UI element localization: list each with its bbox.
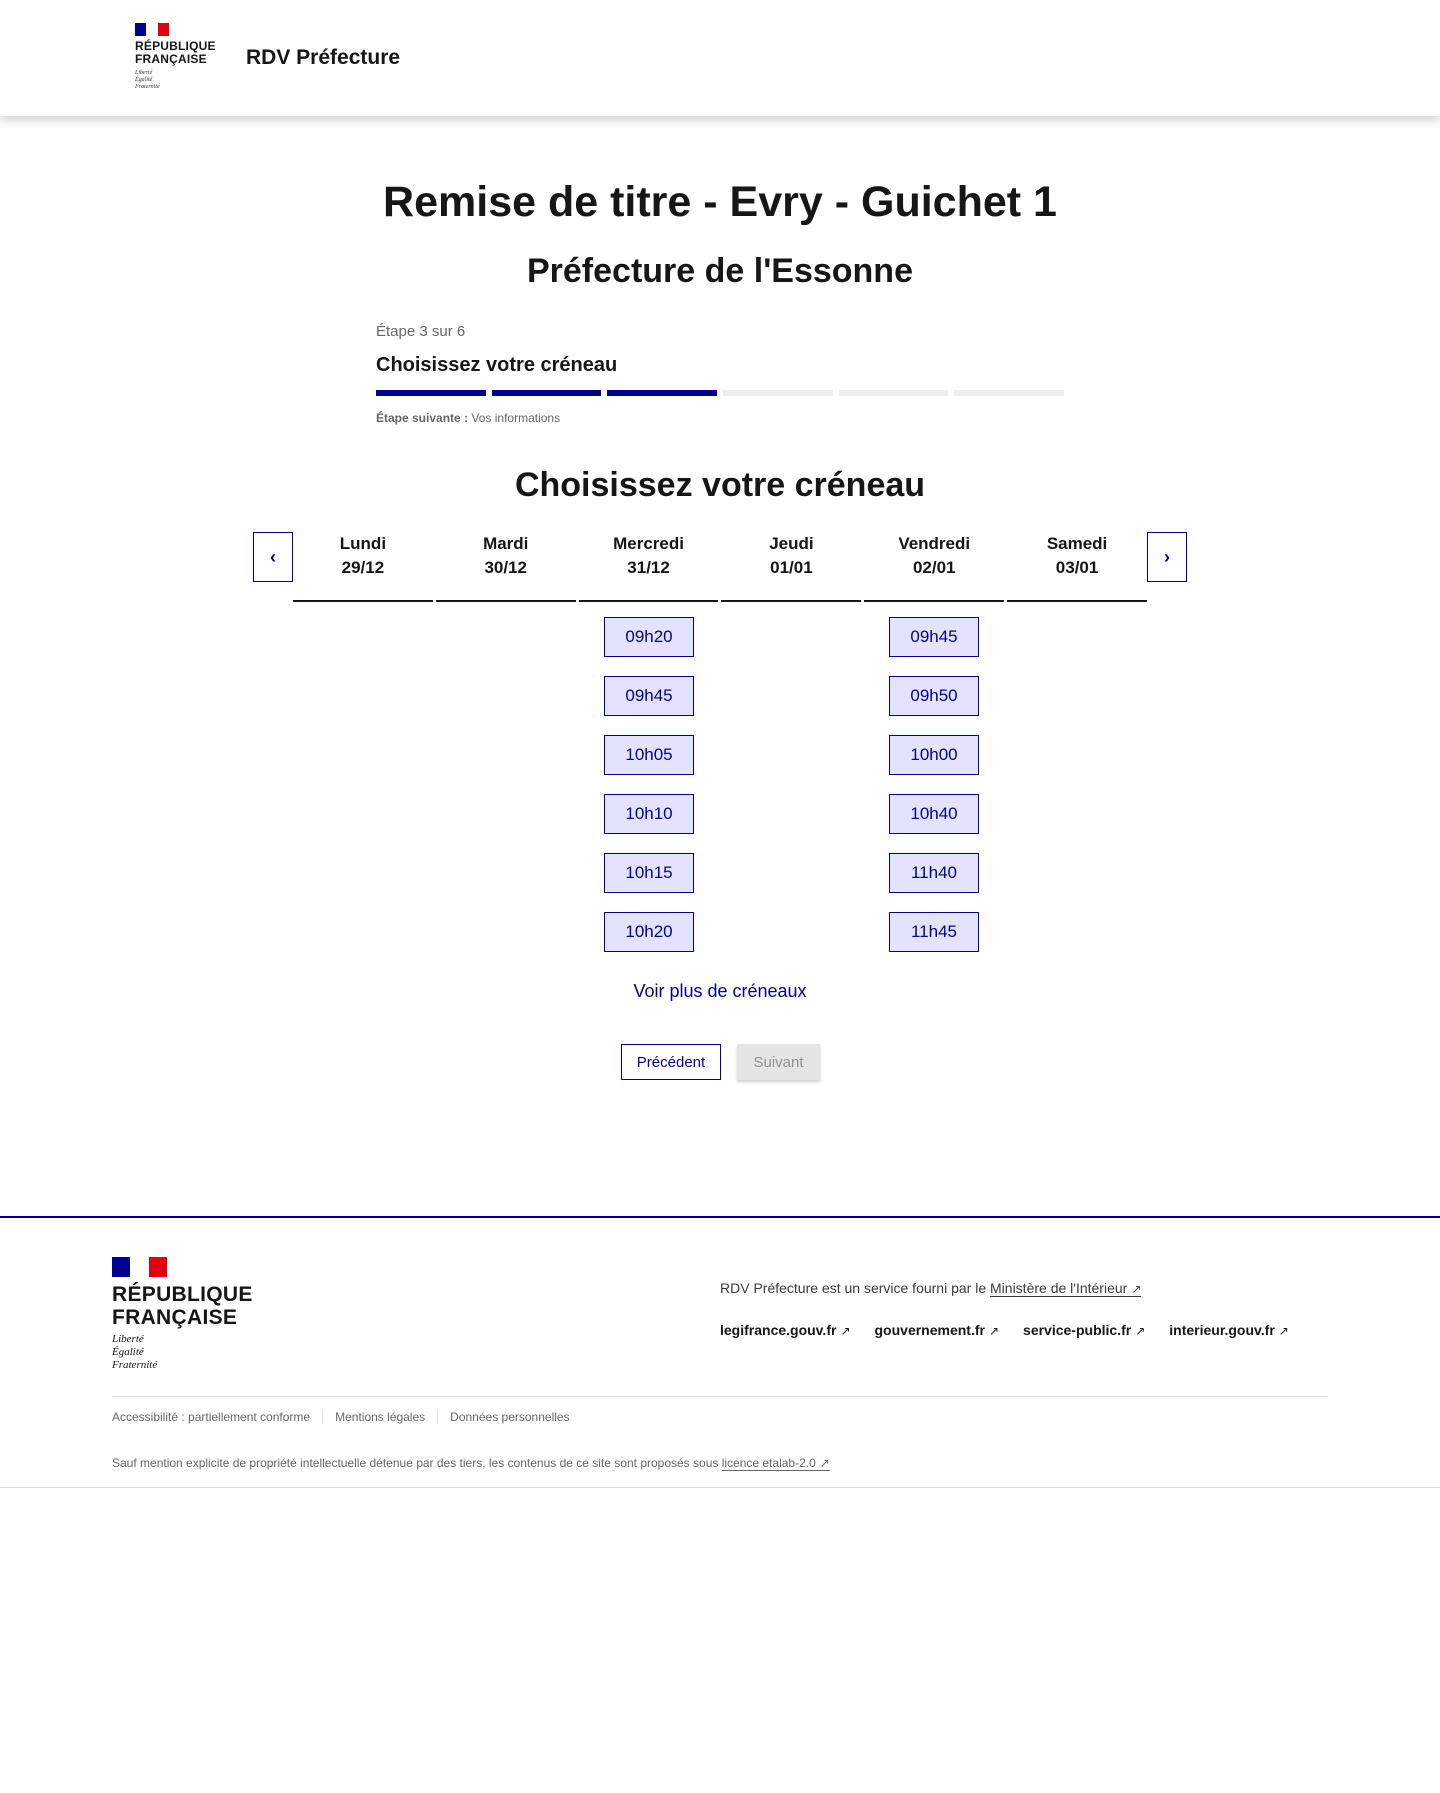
footer-link-gouvernement[interactable]: gouvernement.fr ↗ [874,1322,1000,1338]
accessibility-link[interactable]: Accessibilité : partiellement conforme [112,1410,311,1424]
days-header [293,532,1147,602]
step-bar-3 [607,390,717,396]
day-column-header [293,532,433,602]
republique-francaise-logo[interactable] [135,23,225,95]
footer-links [720,1322,1289,1338]
footer-logo[interactable] [112,1257,253,1372]
time-slot-button[interactable]: 10h20 [604,912,694,952]
time-slot-button[interactable]: 10h05 [604,735,694,775]
step-count: Étape 3 sur 6 [376,323,466,340]
day-date: 02/01 [912,558,956,577]
time-slot-button[interactable]: 11h45 [889,912,979,952]
slots-heading: Choisissez votre créneau [514,466,926,504]
next-button-disabled[interactable]: Suivant [737,1044,820,1080]
step-title: Choisissez votre créneau [376,354,618,376]
page-title: Remise de titre - Evry - Guichet 1 [383,178,1057,226]
step-bar-4 [723,390,833,396]
step-bar-1 [376,390,486,396]
time-slot-button[interactable]: 10h10 [604,794,694,834]
day-date: 01/01 [770,558,813,577]
footer-logo-motto: Liberté Égalité Fraternité [112,1333,158,1371]
day-column-header [864,532,1004,602]
external-link-icon: ↗ [1135,1324,1146,1338]
slots-column-mercredi [604,617,694,952]
day-date: 03/01 [1055,558,1099,577]
day-name: Samedi [1046,534,1108,553]
chevron-right-icon: › [1164,546,1170,567]
day-column-header [1007,532,1147,602]
external-link-icon: ↗ [1278,1324,1289,1338]
day-date: 30/12 [484,558,528,577]
time-slot-button[interactable]: 09h50 [889,676,979,716]
footer-link-interieur[interactable]: interieur.gouv.fr ↗ [1169,1322,1289,1338]
step-bar-6 [954,390,1064,396]
time-slot-button[interactable]: 09h20 [604,617,694,657]
day-date: 29/12 [341,558,385,577]
step-progress-bars [376,390,1064,396]
slots-column-vendredi [889,617,979,952]
day-column-header [579,532,719,602]
chevron-left-icon: ‹ [270,546,276,567]
step-bar-5 [839,390,949,396]
next-step-value: Vos informations [471,411,561,425]
step-bar-2 [492,390,602,396]
time-slot-button[interactable]: 10h40 [889,794,979,834]
ministry-link[interactable]: Ministère de l'Intérieur ↗ [990,1280,1142,1296]
page-subtitle: Préfecture de l'Essonne [526,252,913,290]
time-slot-button[interactable]: 10h15 [604,853,694,893]
more-slots-link[interactable]: Voir plus de créneaux [633,981,807,1001]
personal-data-link[interactable]: Données personnelles [437,1410,581,1424]
stepper [376,323,1064,425]
marianne-flag-icon [135,23,169,36]
day-name: Mercredi [613,534,684,553]
footer-divider [112,1396,1328,1397]
time-slot-button[interactable]: 09h45 [604,676,694,716]
service-name-link[interactable]: RDV Préfecture [246,46,401,69]
license-link[interactable]: licence etalab-2.0 ↗ [721,1456,830,1470]
external-link-icon: ↗ [1131,1282,1142,1296]
external-link-icon: ↗ [819,1456,830,1470]
footer-description: RDV Préfecture est un service fourni par le Ministère de l'Intérieur ↗ [720,1280,1142,1296]
footer-bottom-links [112,1410,582,1424]
day-name: Vendredi [898,534,971,553]
logo-text: RÉPUBLIQUE FRANÇAISE [135,39,216,66]
marianne-flag-icon [112,1257,167,1277]
day-column-header [436,532,576,602]
legal-notice-link[interactable]: Mentions légales [322,1410,437,1424]
time-slot-button[interactable]: 09h45 [889,617,979,657]
time-slot-button[interactable]: 10h00 [889,735,979,775]
footer-link-service-public[interactable]: service-public.fr ↗ [1023,1322,1146,1338]
site-footer [0,1216,1440,1488]
next-days-button[interactable] [1147,532,1187,582]
license-notice: Sauf mention explicite de propriété intellectuelle détenue par des tiers, les contenus de ce site sont proposés sous licence etalab-2.0 ↗ [112,1456,830,1470]
footer-link-legifrance[interactable]: legifrance.gouv.fr ↗ [720,1322,851,1338]
previous-days-button[interactable] [253,532,293,582]
footer-logo-text: RÉPUBLIQUE FRANÇAISE [112,1283,253,1329]
time-slot-button[interactable]: 11h40 [889,853,979,893]
next-step-label: Étape suivante : [376,411,469,425]
day-name: Mardi [483,534,529,553]
previous-button[interactable]: Précédent [621,1044,721,1080]
site-header [0,0,1440,116]
next-step-info [376,411,1064,425]
external-link-icon: ↗ [840,1324,851,1338]
day-column-header [721,532,861,602]
day-name: Lundi [339,534,387,553]
external-link-icon: ↗ [988,1324,1000,1338]
day-name: Jeudi [769,534,814,553]
logo-motto: Liberté Égalité Fraternité [135,70,160,90]
day-date: 31/12 [627,558,670,577]
